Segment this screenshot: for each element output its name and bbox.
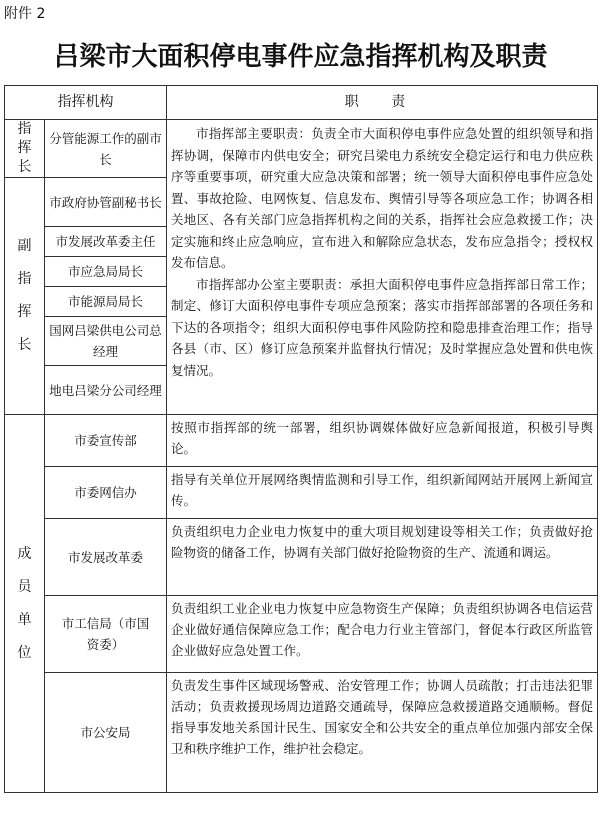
header-org: 指挥机构 <box>5 86 167 120</box>
org-vice: 市应急局局长 <box>45 257 167 287</box>
org-vice: 国网吕梁供电公司总经理 <box>45 317 167 366</box>
duties-table <box>4 85 598 793</box>
member-row <box>5 415 598 467</box>
org-commander: 分管能源工作的副市长 <box>45 120 167 178</box>
header-duty: 职 责 <box>167 86 598 120</box>
table-header-row <box>5 86 598 120</box>
hq-duties <box>167 120 598 415</box>
group-vice <box>5 178 45 415</box>
org-member: 市工信局（市国资委） <box>45 596 167 673</box>
org-member: 市委宣传部 <box>45 415 167 467</box>
member-row <box>5 467 598 519</box>
hq-duty-paragraph: 市指挥部主要职责：负责全市大面积停电事件应急处置的组织领导和指挥协调，保障市内供电安全；研究吕梁电力系统安全稳定运行和电力供应秩序等重要事项，研究重大应急决策和部署；统一领导大面积停电事件应急处置、事故抢险、电网恢复、信息发布、舆情引导等各项应急工作；协调各相关地区、各有关部门应急指挥机构之间的关系，指挥社会应急救援工作；决定实施和终止应急响应，宣布进入和解除应急状态，发布应急指令；授权权发布信息。 <box>171 126 593 270</box>
org-member: 市委网信办 <box>45 467 167 519</box>
page-title: 吕梁市大面积停电事件应急指挥机构及职责 <box>53 42 548 72</box>
group-vice-label: 副指挥长 <box>17 238 32 353</box>
member-duty: 负责发生事件区域现场警戒、治安管理工作；协调人员疏散；打击违法犯罪活动；负责救援现场周边道路交通疏导，保障应急救援道路交通顺畅。督促指导事发地关系国计民生、国家安全和公共安全的重点单位加强内部安全保卫和秩序维护工作，维护社会稳定。 <box>167 673 598 793</box>
member-row <box>5 673 598 793</box>
group-commander-label: 指挥长 <box>17 121 32 175</box>
member-row <box>5 596 598 673</box>
member-duty: 指导有关单位开展网络舆情监测和引导工作，组织新闻网站开展网上新闻宣传。 <box>167 467 598 519</box>
org-member: 市公安局 <box>45 673 167 793</box>
org-vice: 市能源局局长 <box>45 287 167 317</box>
org-vice: 地电吕梁分公司经理 <box>45 366 167 415</box>
member-duty: 负责组织工业企业电力恢复中应急物资生产保障；负责组织协调各电信运营企业做好通信保障应急工作；配合电力行业主管部门，督促本行政区所监管企业做好应急处置工作。 <box>167 596 598 673</box>
office-duty-paragraph: 市指挥部办公室主要职责：承担大面积停电事件应急指挥部日常工作；制定、修订大面积停电事件专项应急预案；落实市指挥部部署的各项任务和下达的各项指令；组织大面积停电事件风险防控和隐患排查治理工作；指导各县（市、区）修订应急预案并监督执行情况；及时掌握应急处置和供电恢复情况。 <box>171 276 593 378</box>
commander-row <box>5 120 598 178</box>
group-commander <box>5 120 45 178</box>
member-duty: 负责组织电力企业电力恢复中的重大项目规划建设等相关工作；负责做好抢险物资的储备工作，协调有关部门做好抢险物资的生产、流通和调运。 <box>167 519 598 596</box>
member-duty: 按照市指挥部的统一部署，组织协调媒体做好应急新闻报道，积极引导舆论。 <box>167 415 598 467</box>
org-member: 市发展改革委 <box>45 519 167 596</box>
group-members-label: 成员单位 <box>17 545 32 661</box>
attachment-label: 附件 2 <box>4 6 46 22</box>
org-vice: 市政府协管副秘书长 <box>45 178 167 227</box>
group-members <box>5 415 45 793</box>
org-vice: 市发展改革委主任 <box>45 227 167 257</box>
member-row <box>5 519 598 596</box>
